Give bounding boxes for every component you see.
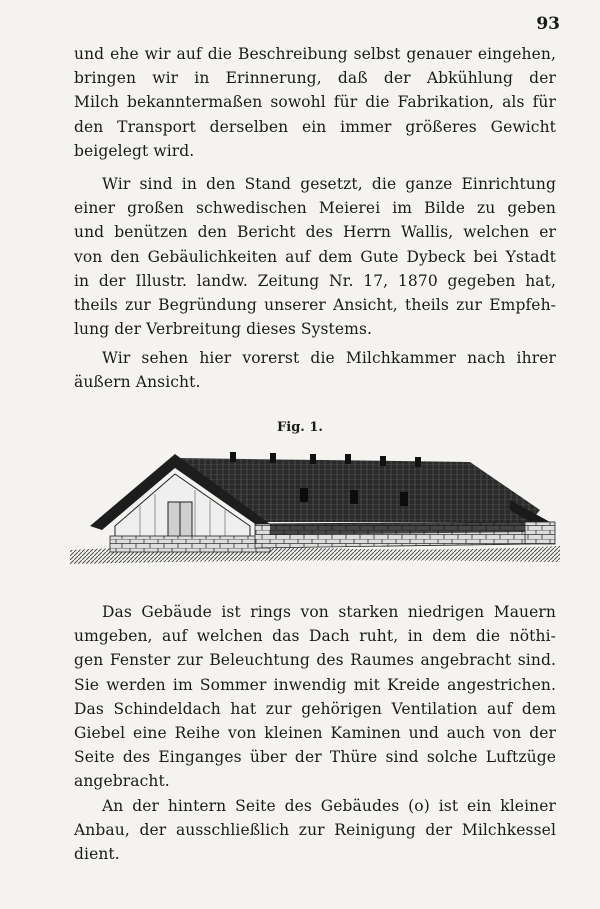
text-line: Seite des Einganges über der Thüre sind solche Luftzüge [74,748,556,767]
text-line: beigelegt wird. [74,141,195,160]
text-line: dient. [74,845,120,864]
text-line: Wir sehen hier vorerst die Milchkammer nach ihrer [102,349,556,367]
paragraph-2 [74,172,556,341]
figure-caption: Fig. 1. [277,420,323,435]
paragraph-5 [74,794,556,867]
text-line: bringen wir in Erinnerung, daß der Abkühlung der [74,69,556,88]
text-line: und ehe wir auf die Beschreibung selbst genauer eingehen, [74,45,556,63]
text-line: Das Schindeldach hat zur gehörigen Ventilation auf dem [74,699,556,718]
text-line: Milch bekanntermaßen sowohl für die Fabrikation, als für [74,93,556,112]
text-line: in der Illustr. landw. Zeitung Nr. 17, 1870 gegeben hat, [74,271,556,290]
text-line: äußern Ansicht. [74,373,201,392]
text-line: umgeben, auf welchen das Dach ruht, in dem die nöthi- [74,627,556,646]
milk-house-engraving [70,440,560,572]
text-line: gen Fenster zur Beleuchtung des Raumes angebracht sind. [74,651,556,670]
text-line: Das Gebäude ist rings von starken niedrigen Mauern [102,603,556,621]
text-line: Sie werden im Sommer inwendig mit Kreide angestrichen. [74,675,556,694]
text-line: einer großen schwedischen Meierei im Bilde zu geben [74,199,556,218]
paragraph-3 [74,346,556,394]
text-line: Giebel eine Reihe von kleinen Kaminen und auch von der [74,724,556,743]
text-line: von den Gebäulichkeiten auf dem Gute Dybeck bei Ystadt [74,247,556,266]
text-line: An der hintern Seite des Gebäudes (o) ist ein kleiner [102,797,556,815]
text-line: den Transport derselben ein immer größeres Gewicht [74,117,556,136]
figure-1-milk-house-illustration [70,440,560,572]
text-line: lung der Verbreitung dieses Systems. [74,320,373,339]
text-line: angebracht. [74,772,170,791]
text-line: Anbau, der ausschließlich zur Reinigung der Milchkessel [74,821,556,840]
paragraph-1 [74,42,556,163]
page-number: 93 [536,14,560,34]
text-line: theils zur Begründung unserer Ansicht, theils zur Empfeh- [74,296,556,315]
paragraph-4 [74,600,556,794]
text-line: Wir sind in den Stand gesetzt, die ganze Einrichtung [102,175,556,193]
text-line: und benützen den Bericht des Herrn Wallis, welchen er [74,223,556,242]
